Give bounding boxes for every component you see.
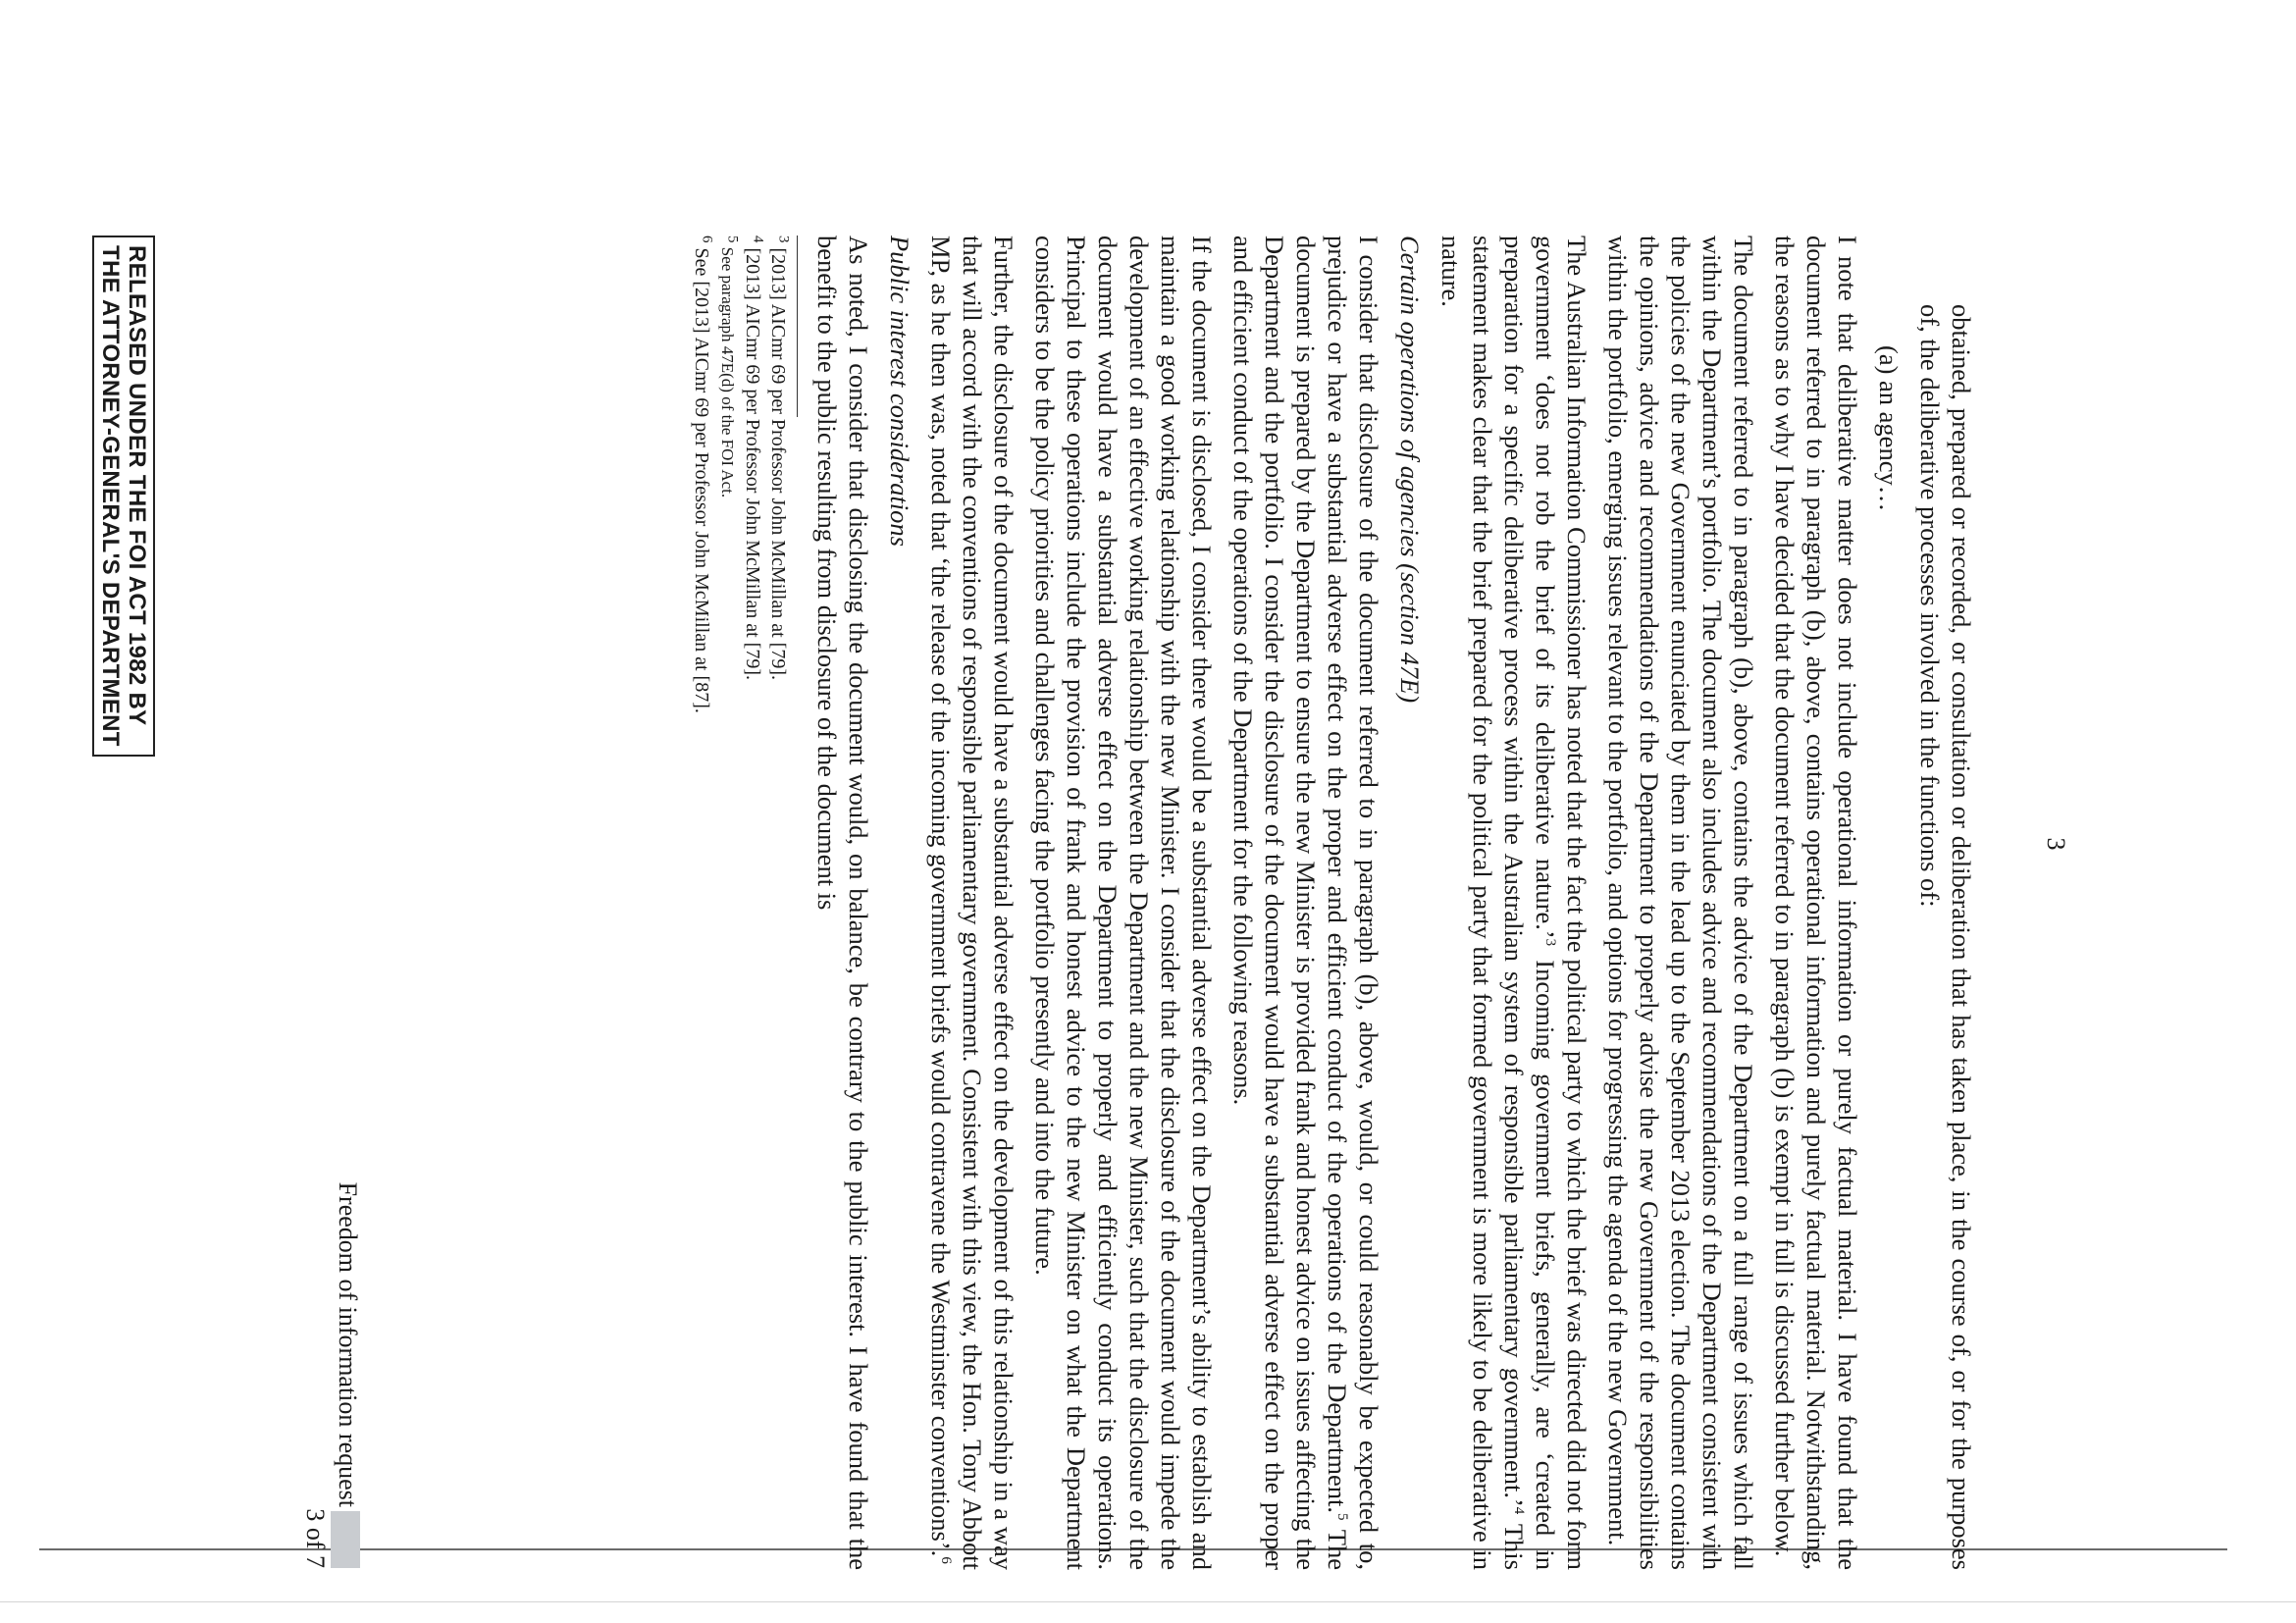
footnote-ref-4: 4 — [1510, 1506, 1527, 1515]
foi-release-stamp — [92, 236, 155, 757]
aic-text-2: Incoming government briefs, generally, are ‘created in preparation for a specific deliberative process within the Australian system of responsible parliamentary government.’ — [1499, 236, 1560, 1571]
paragraph-deliberative-matter: I note that deliberative matter does not include operational information or purely factual material. I have found that the document referred to in paragraph (b), above, contains operational information and purely factual material. Notwithstanding, the reasons as to why I have decided that the document referred to in paragraph (b) is exempt in full is discussed further below. — [1770, 236, 1862, 1570]
paragraph-if-disclosed: If the document is disclosed, I consider there would be a substantial adverse effect on the Department’s ability to establish and maintain a good working relationship with the new Minister. I consider that the disclosure of the document would impede the development of an effective working relationship between the Department and the new Minister, such that the disclosure of the document would have a substantial adverse effect on the Department to properly and efficiently conduct its operations. Principal to these operations include the provision of frank and honest advice to the new Minister on what the Department considers to be the policy priorities and challenges facing the portfolio presently and into the future. — [1030, 236, 1217, 1570]
footer-page-count: 3 of 7 — [300, 1508, 330, 1568]
footnote-item: $^6$ See [2013] AICmr 69 per Professor John McMillan at [87]. — [691, 236, 715, 713]
stamp-line-1: RELEASED UNDER THE FOI ACT 1982 BY — [124, 245, 150, 726]
footnote-item: $^4$ [2013] AICmr 69 per Professor John McMillan at [79]. — [742, 236, 766, 680]
paragraph-operations — [1227, 236, 1384, 1570]
paragraph-public-interest: As noted, I consider that disclosing the document would, on balance, be contrary to the public interest. I have found that the benefit to the public resulting from disclosure of the document is — [812, 236, 873, 1570]
paragraph-information-commissioner — [1435, 236, 1592, 1570]
quote-continuation: obtained, prepared or recorded, or consultation or deliberation that has taken place, in the course of, or for the purposes of, the deliberative processes involved in the functions of: — [1915, 304, 1976, 1570]
footnote-divider — [797, 236, 798, 417]
stamp-line-2: THE ATTORNEY-GENERAL'S DEPARTMENT — [97, 245, 124, 747]
footnote-ref-6: 6 — [937, 1556, 954, 1564]
operations-text-2: The document is prepared by the Department to ensure the new Minister is provided frank and honest advice on issues affecting the Department and the portfolio. I consider the disclosure of the document would have a substantial adverse effect on the proper and efficient conduct of the operations of the Department for the following reasons. — [1228, 236, 1352, 1570]
footnote-ref-5: 5 — [1333, 1512, 1350, 1521]
paragraph-document-advice: The document referred to in paragraph (b), above, contains the advice of the Department on a full range of issues which fall within the Department’s portfolio. The document also includes advice and recommendations of the Department consistent with the policies of the new Government enunciated by them in the lead up to the September 2013 election. The document contains the opinions, advice and recommendations of the Department to properly advise the new Government of the responsibilities within the portfolio, emerging issues relevant to the portfolio, and options for progressing the agenda of the new Government. — [1603, 236, 1758, 1570]
document-body — [689, 236, 1977, 1570]
page-footer — [299, 1182, 363, 1568]
redaction-box — [331, 1511, 360, 1568]
page-number: 3 — [2042, 837, 2070, 851]
heading-public-interest: Public interest considerations — [885, 236, 914, 547]
further-text: Further, the disclosure of the document would have a substantial adverse effect on the development of this relationship in a way that will accord with the conventions of responsible parliamentary government. Consistent with this view, the Hon. Tony Abbott MP, as he then was, noted that ‘the release of the incoming government briefs would contravene the Westminster conventions’. — [926, 236, 1018, 1570]
footnotes — [689, 236, 791, 1570]
footnote-ref-3: 3 — [1541, 938, 1558, 947]
rotated-document-page — [20, 79, 2080, 1609]
heading-certain-operations: Certain operations of agencies (section 47E) — [1395, 236, 1425, 704]
aic-text-1: The Australian Information Commissioner has noted that the fact the political party to which the brief was directed did not form government ‘does not rob the brief of its deliberative nature.’ — [1531, 236, 1592, 1570]
paragraph-further — [925, 236, 1019, 1570]
aic-text-3: This statement makes clear that the brief prepared for the political party that formed government is more likely to be deliberative in nature. — [1436, 236, 1529, 1570]
quote-sub-item: (a) an agency… — [1874, 345, 1904, 512]
footer-title: Freedom of information request — [334, 1181, 362, 1507]
operations-text-1: I consider that disclosure of the document referred to in paragraph (b), above, would, or could reasonably be expected to, prejudice or have a substantial adverse effect on the proper and efficient conduct of the operations of the Department. — [1323, 236, 1383, 1570]
footnote-item: $^3$ [2013] AICmr 69 per Professor John McMillan at [79]. — [767, 236, 792, 680]
footnote-item: $^5$ See paragraph 47E(d) of the FOI Act. — [718, 236, 741, 498]
